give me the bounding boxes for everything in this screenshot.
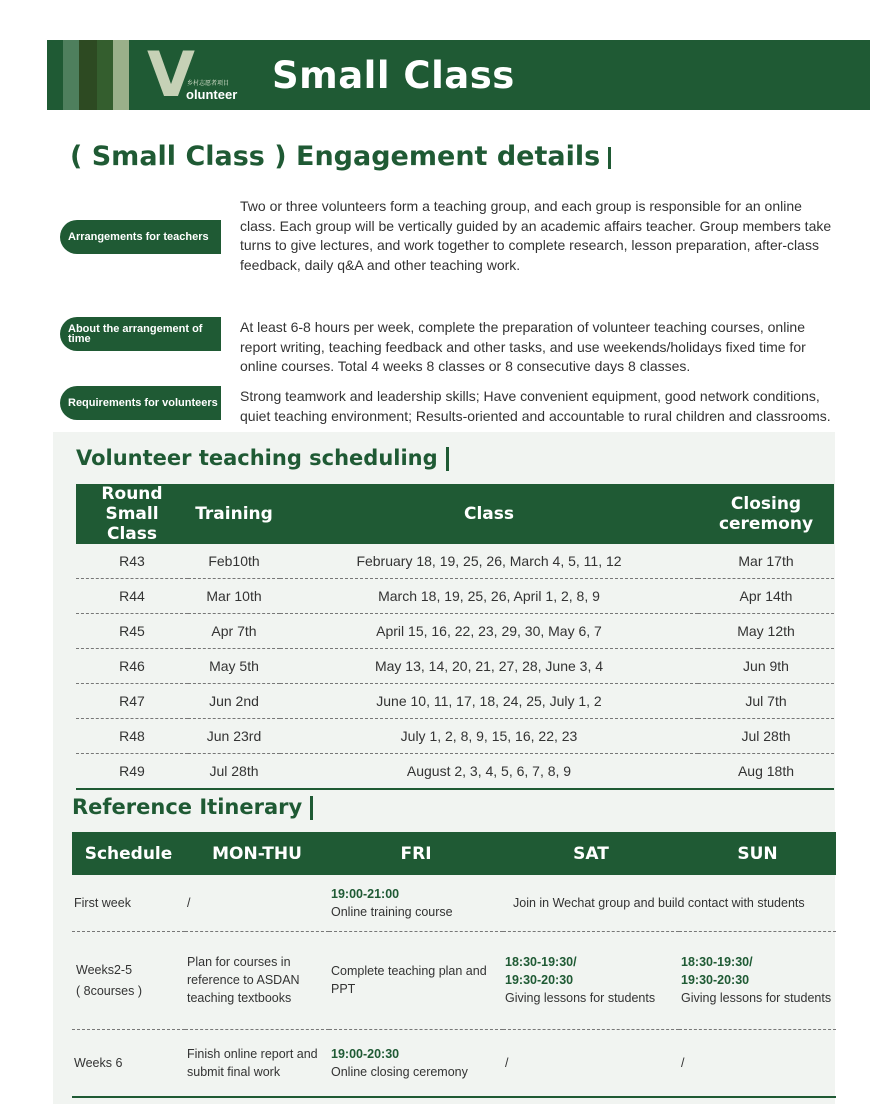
- cell-weekend: Join in Wechat group and build contact with students: [503, 875, 836, 931]
- sun-time-1: 18:30-19:30/: [681, 955, 753, 969]
- sat-text: Giving lessons for students: [505, 991, 656, 1005]
- title-accent-bar: [608, 147, 611, 169]
- cell-closing: Mar 17th: [698, 544, 834, 579]
- arrangement-time-text: At least 6-8 hours per week, complete the preparation of volunteer teaching courses, online report writing, teaching feedback and other tasks, and use weekends/holidays fixed time for online courses. Total 4 weeks 8 classes or 8 consecutive days 8 classes.: [240, 319, 806, 374]
- tag-requirements: [60, 386, 221, 420]
- header-stripe: [97, 40, 113, 110]
- cell-round: R45: [76, 614, 188, 649]
- table-header-row: [76, 484, 834, 544]
- cell-round: R48: [76, 719, 188, 754]
- cell-class: May 13, 14, 20, 21, 27, 28, June 3, 4: [280, 649, 698, 684]
- tag-arrangements-teachers: [60, 220, 221, 254]
- sun-text: Giving lessons for students: [681, 991, 832, 1005]
- cell-training: May 5th: [188, 649, 280, 684]
- cell-schedule: Weeks 6: [72, 1029, 185, 1097]
- table-row: [76, 649, 834, 684]
- logo-letter: V: [147, 38, 195, 111]
- itinerary-title: [72, 795, 313, 820]
- sat-time-1: 18:30-19:30/: [505, 955, 577, 969]
- arrangements-teachers-text: Two or three volunteers form a teaching group, and each group is responsible for an online class. Each group will be vertically guided by an academic affairs teacher. Group members take turns to give lectures, and work together to complete research, lesson preparation, after-class feedback, daily q&A and other teaching work.: [240, 198, 832, 273]
- cell-closing: Jun 9th: [698, 649, 834, 684]
- tag-label: About the arrangement of time: [68, 323, 203, 345]
- cell-class: July 1, 2, 8, 9, 15, 16, 22, 23: [280, 719, 698, 754]
- table-row: [76, 579, 834, 614]
- cell-closing: Apr 14th: [698, 579, 834, 614]
- logo-subtitle: 乡村志愿者项目: [187, 81, 230, 87]
- cell-mon-thu: Plan for courses in reference to ASDAN teaching textbooks: [185, 931, 329, 1029]
- fri-time: 19:00-21:00: [331, 886, 400, 901]
- sat-time-2: 19:30-20:30: [505, 973, 574, 987]
- cell-closing: Aug 18th: [698, 754, 834, 790]
- title-accent-bar: [446, 447, 449, 471]
- cell-closing: May 12th: [698, 614, 834, 649]
- cell-class: June 10, 11, 17, 18, 24, 25, July 1, 2: [280, 684, 698, 719]
- col-header-schedule: Schedule: [72, 832, 185, 875]
- col-header-training: Training: [188, 484, 280, 544]
- tag-arrangement-time: [60, 317, 221, 351]
- table-row: [72, 1029, 836, 1097]
- schedule-line1: Weeks2-5: [76, 962, 133, 977]
- tag-label: Requirements for volunteers: [68, 397, 218, 409]
- cell-round: R47: [76, 684, 188, 719]
- table-row: [76, 684, 834, 719]
- logo-word: olunteer: [186, 87, 238, 102]
- fri-time: 19:00-20:30: [331, 1046, 400, 1061]
- cell-fri: Complete teaching plan and PPT: [329, 931, 503, 1029]
- cell-training: Apr 7th: [188, 614, 280, 649]
- table-row: [72, 931, 836, 1029]
- cell-class: April 15, 16, 22, 23, 29, 30, May 6, 7: [280, 614, 698, 649]
- cell-sun: /: [679, 1029, 836, 1097]
- cell-sat: /: [503, 1029, 679, 1097]
- table-row: [76, 544, 834, 579]
- fri-text: Online closing ceremony: [331, 1064, 468, 1079]
- cell-closing: Jul 7th: [698, 684, 834, 719]
- page-header: [47, 40, 870, 110]
- scheduling-title-text: Volunteer teaching scheduling: [76, 446, 438, 470]
- table-row: [76, 719, 834, 754]
- scheduling-title: [76, 446, 449, 471]
- cell-class: March 18, 19, 25, 26, April 1, 2, 8, 9: [280, 579, 698, 614]
- col-header-mon-thu: MON-THU: [185, 832, 329, 875]
- cell-class: February 18, 19, 25, 26, March 4, 5, 11, 12: [280, 544, 698, 579]
- cell-training: Feb10th: [188, 544, 280, 579]
- cell-schedule: [72, 931, 185, 1029]
- header-stripe: [63, 40, 79, 110]
- col-header-sun: SUN: [679, 832, 836, 875]
- table-row: [76, 754, 834, 790]
- cell-mon-thu: /: [185, 875, 329, 931]
- cell-training: Jun 2nd: [188, 684, 280, 719]
- cell-round: R44: [76, 579, 188, 614]
- sun-time-2: 19:30-20:30: [681, 973, 750, 987]
- cell-fri: [329, 1029, 503, 1097]
- itinerary-table: [72, 832, 836, 1098]
- cell-training: Mar 10th: [188, 579, 280, 614]
- cell-mon-thu: Finish online report and submit final work: [185, 1029, 329, 1097]
- col-header-fri: FRI: [329, 832, 503, 875]
- col-header-class: Class: [280, 484, 698, 544]
- requirements-text: Strong teamwork and leadership skills; Have convenient equipment, good network conditions, quiet teaching environment; Results-oriented and accountable to rural children and classrooms.: [240, 388, 831, 424]
- table-header-row: [72, 832, 836, 875]
- tag-label: Arrangements for teachers: [68, 231, 209, 243]
- title-accent-bar: [310, 796, 313, 820]
- engagement-title: [70, 141, 611, 172]
- cell-class: August 2, 3, 4, 5, 6, 7, 8, 9: [280, 754, 698, 790]
- engagement-title-text: ( Small Class ) Engagement details: [70, 141, 601, 172]
- fri-text: Online training course: [331, 904, 453, 919]
- col-header-closing: Closing ceremony: [698, 484, 834, 544]
- cell-training: Jun 23rd: [188, 719, 280, 754]
- col-header-round: Round Small Class: [76, 484, 188, 544]
- cell-fri: [329, 875, 503, 931]
- table-row: [72, 875, 836, 931]
- cell-schedule: First week: [72, 875, 185, 931]
- header-stripe: [113, 40, 129, 110]
- cell-training: Jul 28th: [188, 754, 280, 790]
- page-title: Small Class: [272, 54, 515, 97]
- itinerary-title-text: Reference Itinerary: [72, 795, 303, 819]
- schedule-line2: ( 8courses ): [76, 983, 142, 998]
- cell-sun: [679, 931, 836, 1029]
- col-header-sat: SAT: [503, 832, 679, 875]
- cell-sat: [503, 931, 679, 1029]
- table-row: [76, 614, 834, 649]
- scheduling-table: [76, 484, 834, 790]
- header-stripe: [79, 40, 97, 110]
- cell-closing: Jul 28th: [698, 719, 834, 754]
- cell-round: R49: [76, 754, 188, 790]
- cell-round: R43: [76, 544, 188, 579]
- cell-round: R46: [76, 649, 188, 684]
